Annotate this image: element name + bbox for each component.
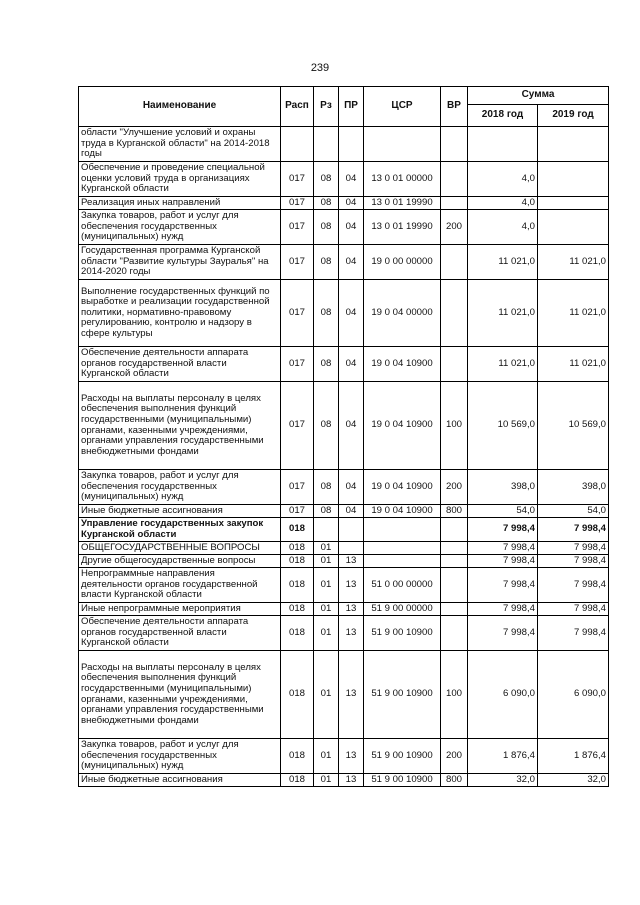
row-rz: 01 <box>314 603 339 616</box>
row-sum-2019 <box>538 197 609 210</box>
row-vr <box>441 555 468 568</box>
row-pr <box>339 542 364 555</box>
row-sum-2019: 7 998,4 <box>538 603 609 616</box>
row-rz: 01 <box>314 616 339 651</box>
row-rasp: 017 <box>281 470 314 505</box>
row-sum-2019: 7 998,4 <box>538 616 609 651</box>
row-vr <box>441 127 468 162</box>
table-header <box>79 87 609 127</box>
row-name: Обеспечение деятельности аппарата органов государственной власти Курганской области <box>79 616 281 651</box>
row-name: Иные бюджетные ассигнования <box>79 774 281 787</box>
row-rasp: 018 <box>281 616 314 651</box>
row-rz: 08 <box>314 382 339 470</box>
header-rz: Рз <box>314 87 339 127</box>
table-row <box>79 197 609 210</box>
row-pr: 04 <box>339 245 364 280</box>
row-sum-2018: 7 998,4 <box>468 518 538 542</box>
row-pr: 13 <box>339 739 364 774</box>
row-vr: 200 <box>441 210 468 245</box>
row-sum-2019: 10 569,0 <box>538 382 609 470</box>
row-rz: 01 <box>314 651 339 739</box>
row-vr <box>441 603 468 616</box>
row-name: Непрограммные направления деятельности органов государственной власти Курганской области <box>79 568 281 603</box>
row-sum-2019: 7 998,4 <box>538 518 609 542</box>
row-vr <box>441 616 468 651</box>
row-sum-2019: 7 998,4 <box>538 542 609 555</box>
row-sum-2018: 11 021,0 <box>468 347 538 382</box>
row-rz <box>314 518 339 542</box>
row-sum-2018: 7 998,4 <box>468 542 538 555</box>
table-row <box>79 382 609 470</box>
row-rz <box>314 127 339 162</box>
row-name: ОБЩЕГОСУДАРСТВЕННЫЕ ВОПРОСЫ <box>79 542 281 555</box>
row-sum-2019 <box>538 127 609 162</box>
row-rasp: 017 <box>281 210 314 245</box>
row-sum-2018: 7 998,4 <box>468 616 538 651</box>
row-rz: 08 <box>314 210 339 245</box>
row-csr: 19 0 04 00000 <box>364 280 441 347</box>
row-sum-2019: 1 876,4 <box>538 739 609 774</box>
row-sum-2018: 11 021,0 <box>468 245 538 280</box>
row-sum-2019: 398,0 <box>538 470 609 505</box>
row-name: Иные бюджетные ассигнования <box>79 505 281 518</box>
row-rasp <box>281 127 314 162</box>
row-rasp: 017 <box>281 162 314 197</box>
table-row <box>79 774 609 787</box>
row-pr: 13 <box>339 555 364 568</box>
row-pr: 04 <box>339 347 364 382</box>
row-name: Закупка товаров, работ и услуг для обеспечения государственных (муниципальных) нужд <box>79 470 281 505</box>
row-sum-2018: 32,0 <box>468 774 538 787</box>
row-csr: 51 9 00 00000 <box>364 603 441 616</box>
row-csr <box>364 542 441 555</box>
row-rz: 08 <box>314 162 339 197</box>
row-rasp: 017 <box>281 197 314 210</box>
row-sum-2019: 54,0 <box>538 505 609 518</box>
row-sum-2019 <box>538 210 609 245</box>
row-sum-2019: 11 021,0 <box>538 245 609 280</box>
table-row <box>79 127 609 162</box>
row-name: Иные непрограммные мероприятия <box>79 603 281 616</box>
table-row <box>79 568 609 603</box>
header-pr: ПР <box>339 87 364 127</box>
row-rz: 08 <box>314 197 339 210</box>
row-rz: 01 <box>314 739 339 774</box>
row-sum-2019: 11 021,0 <box>538 347 609 382</box>
row-name: Реализация иных направлений <box>79 197 281 210</box>
header-rasp: Расп <box>281 87 314 127</box>
row-csr <box>364 127 441 162</box>
table-row <box>79 555 609 568</box>
row-pr: 04 <box>339 505 364 518</box>
row-sum-2019: 6 090,0 <box>538 651 609 739</box>
row-vr: 200 <box>441 739 468 774</box>
budget-table <box>78 86 609 787</box>
row-pr: 04 <box>339 162 364 197</box>
row-vr <box>441 280 468 347</box>
row-rz: 08 <box>314 280 339 347</box>
row-rasp: 018 <box>281 651 314 739</box>
row-rasp: 018 <box>281 555 314 568</box>
row-pr: 04 <box>339 197 364 210</box>
row-rasp: 018 <box>281 603 314 616</box>
row-rasp: 018 <box>281 518 314 542</box>
row-csr: 19 0 04 10900 <box>364 505 441 518</box>
row-name: Управление государственных закупок Курганской области <box>79 518 281 542</box>
row-sum-2018 <box>468 127 538 162</box>
page-number: 239 <box>310 62 330 74</box>
row-name: Обеспечение и проведение специальной оценки условий труда в организациях Курганской области <box>79 162 281 197</box>
row-vr <box>441 347 468 382</box>
row-pr: 13 <box>339 651 364 739</box>
row-sum-2018: 7 998,4 <box>468 603 538 616</box>
row-sum-2019: 7 998,4 <box>538 555 609 568</box>
row-vr: 100 <box>441 382 468 470</box>
row-rasp: 017 <box>281 280 314 347</box>
row-rasp: 018 <box>281 774 314 787</box>
table-row <box>79 651 609 739</box>
row-sum-2018: 7 998,4 <box>468 568 538 603</box>
row-pr: 13 <box>339 603 364 616</box>
row-csr: 51 9 00 10900 <box>364 616 441 651</box>
row-sum-2018: 54,0 <box>468 505 538 518</box>
row-rasp: 018 <box>281 568 314 603</box>
header-2019: 2019 год <box>538 105 609 127</box>
row-sum-2019: 11 021,0 <box>538 280 609 347</box>
table-row <box>79 210 609 245</box>
header-name: Наименование <box>79 87 281 127</box>
row-rz: 01 <box>314 774 339 787</box>
row-vr <box>441 245 468 280</box>
row-pr <box>339 127 364 162</box>
table-row <box>79 603 609 616</box>
row-name: Расходы на выплаты персоналу в целях обеспечения выполнения функций государственными (муниципальными) органами, казенными учреждениями, органами управления государственными внебюджетными фондами <box>79 382 281 470</box>
header-vr: ВР <box>441 87 468 127</box>
row-rasp: 017 <box>281 505 314 518</box>
header-2018: 2018 год <box>468 105 538 127</box>
row-csr: 51 9 00 10900 <box>364 651 441 739</box>
row-sum-2018: 4,0 <box>468 162 538 197</box>
row-name: Закупка товаров, работ и услуг для обеспечения государственных (муниципальных) нужд <box>79 210 281 245</box>
row-vr: 800 <box>441 505 468 518</box>
table-row <box>79 739 609 774</box>
row-sum-2019: 7 998,4 <box>538 568 609 603</box>
row-name: Другие общегосударственные вопросы <box>79 555 281 568</box>
table-row <box>79 518 609 542</box>
row-sum-2019: 32,0 <box>538 774 609 787</box>
row-rz: 08 <box>314 505 339 518</box>
row-pr: 04 <box>339 470 364 505</box>
row-csr: 13 0 01 19990 <box>364 210 441 245</box>
row-rasp: 018 <box>281 542 314 555</box>
row-csr <box>364 555 441 568</box>
row-sum-2018: 4,0 <box>468 197 538 210</box>
row-rz: 01 <box>314 542 339 555</box>
table-row <box>79 505 609 518</box>
row-name: области "Улучшение условий и охраны труда в Курганской области" на 2014-2018 годы <box>79 127 281 162</box>
row-csr: 19 0 00 00000 <box>364 245 441 280</box>
row-rz: 08 <box>314 245 339 280</box>
row-csr: 51 9 00 10900 <box>364 774 441 787</box>
row-sum-2018: 10 569,0 <box>468 382 538 470</box>
row-vr: 800 <box>441 774 468 787</box>
row-rz: 08 <box>314 470 339 505</box>
row-rasp: 017 <box>281 245 314 280</box>
row-rz: 01 <box>314 555 339 568</box>
row-vr: 100 <box>441 651 468 739</box>
row-sum-2018: 4,0 <box>468 210 538 245</box>
row-sum-2019 <box>538 162 609 197</box>
row-vr <box>441 568 468 603</box>
row-name: Закупка товаров, работ и услуг для обеспечения государственных (муниципальных) нужд <box>79 739 281 774</box>
row-csr: 13 0 01 00000 <box>364 162 441 197</box>
row-csr: 51 0 00 00000 <box>364 568 441 603</box>
row-vr <box>441 197 468 210</box>
row-csr: 51 9 00 10900 <box>364 739 441 774</box>
row-vr <box>441 162 468 197</box>
row-csr <box>364 518 441 542</box>
header-sum: Сумма <box>468 87 609 105</box>
row-pr: 04 <box>339 210 364 245</box>
row-csr: 13 0 01 19990 <box>364 197 441 210</box>
row-pr: 04 <box>339 280 364 347</box>
row-sum-2018: 11 021,0 <box>468 280 538 347</box>
row-csr: 19 0 04 10900 <box>364 470 441 505</box>
table-row <box>79 162 609 197</box>
row-pr <box>339 518 364 542</box>
table-row <box>79 616 609 651</box>
row-name: Расходы на выплаты персоналу в целях обеспечения выполнения функций государственными (муниципальными) органами, казенными учреждениями, органами управления государственными внебюджетными фондами <box>79 651 281 739</box>
table-row <box>79 245 609 280</box>
row-csr: 19 0 04 10900 <box>364 347 441 382</box>
row-sum-2018: 6 090,0 <box>468 651 538 739</box>
row-vr: 200 <box>441 470 468 505</box>
table-body <box>79 127 609 787</box>
row-pr: 13 <box>339 568 364 603</box>
table-row <box>79 280 609 347</box>
header-csr: ЦСР <box>364 87 441 127</box>
row-rasp: 017 <box>281 347 314 382</box>
row-rz: 08 <box>314 347 339 382</box>
row-name: Государственная программа Курганской области "Развитие культуры Зауралья" на 2014-2020 годы <box>79 245 281 280</box>
row-rz: 01 <box>314 568 339 603</box>
row-vr <box>441 542 468 555</box>
row-name: Выполнение государственных функций по выработке и реализации государственной политики, нормативно-правовому регулированию, контролю и надзору в сфере культуры <box>79 280 281 347</box>
row-csr: 19 0 04 10900 <box>364 382 441 470</box>
table-row <box>79 542 609 555</box>
row-sum-2018: 1 876,4 <box>468 739 538 774</box>
row-vr <box>441 518 468 542</box>
row-sum-2018: 7 998,4 <box>468 555 538 568</box>
row-name: Обеспечение деятельности аппарата органов государственной власти Курганской области <box>79 347 281 382</box>
row-pr: 13 <box>339 616 364 651</box>
table-row <box>79 347 609 382</box>
table-row <box>79 470 609 505</box>
row-rasp: 017 <box>281 382 314 470</box>
row-pr: 04 <box>339 382 364 470</box>
row-sum-2018: 398,0 <box>468 470 538 505</box>
row-pr: 13 <box>339 774 364 787</box>
row-rasp: 018 <box>281 739 314 774</box>
